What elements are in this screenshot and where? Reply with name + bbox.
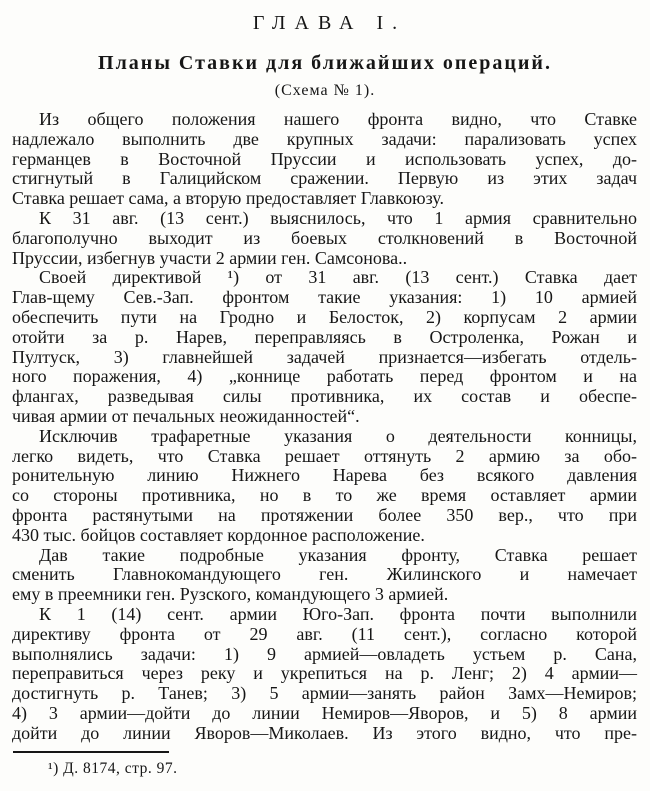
- text-line: легко видеть, что Ставка решает оттянуть 2 армию за обо-: [12, 445, 637, 466]
- text-line: флангах, разведывая силы противника, их состав и обеспе-: [12, 386, 637, 407]
- text-line: Своей директивой ¹) от 31 авг. (13 сент.) Ставка дает: [39, 267, 637, 288]
- text-line: Глав-щему Сев.-Зап. фронтом такие указания: 1) 10 армией: [12, 287, 637, 308]
- text-line: достигнуть р. Танев; 3) 5 армии—занять район Замх—Немиров;: [12, 683, 637, 704]
- footnote-divider: [13, 751, 169, 753]
- body-text: [12, 110, 637, 744]
- text-line: переправиться через реку и укрепиться на р. Ленг; 2) 4 армии—: [12, 663, 637, 684]
- text-line: чивая армии от печальных неожиданностей“.: [12, 405, 360, 426]
- text-line: ронительную линию Нижнего Нарева без всякого давления: [12, 465, 637, 486]
- text-line: благополучно выходит из боевых столкновений в Восточной: [12, 227, 637, 248]
- scheme-reference: (Схема № 1).: [274, 82, 376, 99]
- text-line: Из общего положения нашего фронта видно, что Ставке: [39, 109, 637, 129]
- text-line: Дав такие подробные указания фронту, Ставка решает: [39, 544, 637, 565]
- text-line: фронта растянутыми на протяжении более 350 вер., что при: [12, 504, 637, 525]
- text-line: надлежало выполнить две крупных задачи: парализовать успех: [12, 128, 637, 149]
- text-line: Пултуск, 3) главнейшей задачей признается—избегать отдель-: [12, 346, 637, 367]
- text-line: Пруссии, избегнув участи 2 армии ген. Самсонова..: [12, 247, 408, 268]
- text-line: директиву фронта от 29 авг. (11 сент.), согласно которой: [12, 623, 637, 644]
- text-line: со стороны противника, но в то же время оставляет армии: [12, 485, 637, 506]
- text-line: германцев в Восточной Пруссии и использовать успех, до-: [12, 148, 637, 169]
- text-line: 430 тыс. бойцов составляет кордонное расположение.: [12, 524, 425, 545]
- text-line: К 31 авг. (13 сент.) выяснилось, что 1 армия сравнительно: [39, 207, 637, 228]
- text-line: ему в преемники ген. Рузского, командующего 3 армией.: [12, 584, 449, 605]
- section-title: Планы Ставки для ближайших операций.: [98, 52, 552, 74]
- text-line: К 1 (14) сент. армии Юго-Зап. фронта почти выполнили: [39, 603, 637, 624]
- text-line: Исключив трафаретные указания о деятельности конницы,: [39, 425, 637, 446]
- text-line: сменить Главнокомандующего ген. Жилинского и намечает: [12, 564, 637, 585]
- text-line: стигнутый в Галицийском сражении. Первую из этих задач: [12, 168, 637, 189]
- chapter-heading: ГЛАВА I.: [252, 12, 407, 34]
- text-line: 4) 3 армии—дойти до линии Немиров—Яворов, и 5) 8 армии: [12, 702, 637, 723]
- text-line: отойти за р. Нарев, переправляясь в Остроленка, Рожан и: [12, 326, 637, 347]
- footnote: ¹) Д. 8174, стр. 97.: [48, 759, 178, 777]
- text-line: ного поражения, 4) „коннице работать перед фронтом и на: [12, 366, 637, 387]
- text-line: выполнялись задачи: 1) 9 армией—овладеть устьем р. Сана,: [12, 643, 637, 664]
- text-line: Ставка решает сама, а вторую предоставляет Главкоюзу.: [12, 188, 444, 209]
- text-line: дойти до линии Яворов—Миколаев. Из этого видно, что пре-: [12, 722, 637, 743]
- text-line: обеспечить пути на Гродно и Белосток, 2) корпусам 2 армии: [12, 306, 637, 327]
